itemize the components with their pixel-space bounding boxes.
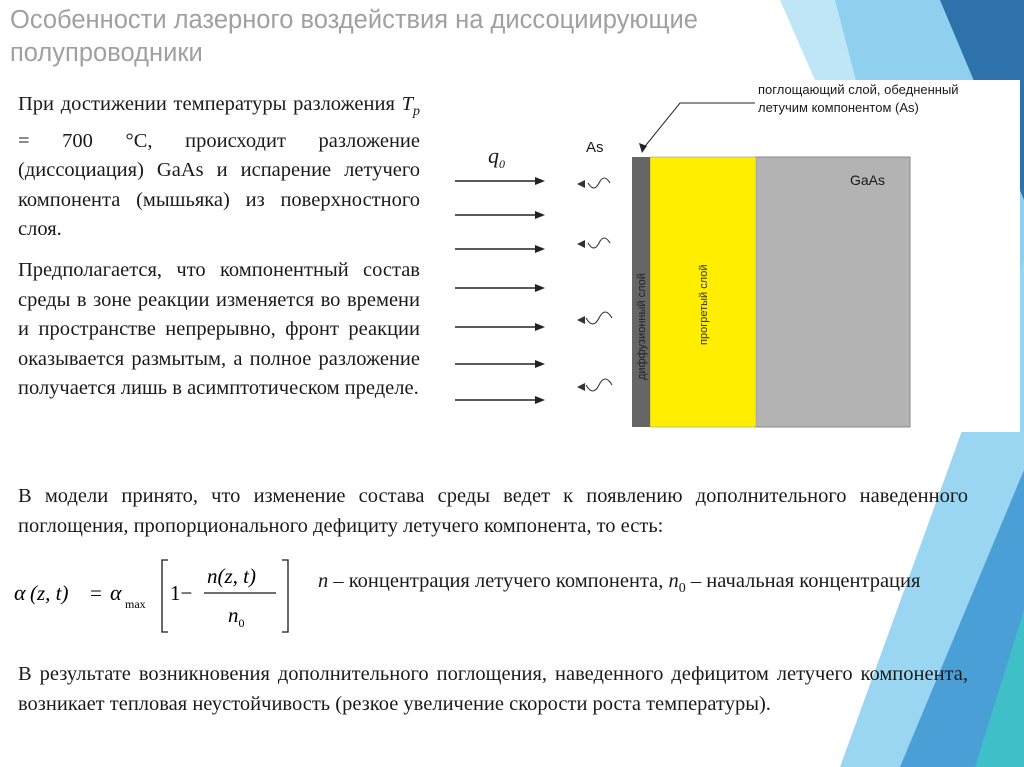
absorption-formula	[12, 550, 312, 640]
paragraph-model: В модели принято, что изменение состава среды ведет к появлению дополнительного наведенного поглощения, пропорционального дефициту летучего компонента, то есть:	[18, 485, 968, 537]
gaas-label: GaAs	[850, 172, 886, 188]
formula-note	[318, 567, 948, 603]
formula-args: (z, t)	[30, 581, 69, 605]
as-label: As	[586, 139, 604, 156]
p1-line1: При достижении температуры	[18, 93, 287, 115]
p1-line2-post: = 700 °С, происходит	[18, 129, 286, 152]
formula-equals: =	[90, 581, 102, 605]
formula-denominator: $n_0$	[228, 603, 245, 630]
note-n0-sub: 0	[678, 581, 686, 597]
paragraph-instability: В результате возникновения дополнительного поглощения, наведенного дефицитом летучего компонента, возникает тепловая неустойчивость (резкое увеличение скорости роста температуры).	[18, 663, 968, 715]
gaas-layer	[755, 157, 910, 427]
paragraph-decomposition	[18, 90, 420, 245]
note-n0-var: n	[668, 570, 679, 592]
formula-max-sub: max	[125, 597, 146, 611]
formula-left-bracket	[162, 560, 168, 632]
note-n-var: n	[318, 570, 329, 592]
formula-numerator: n(z, t)	[207, 564, 256, 588]
diffusion-layer-label: диффузионный слой	[636, 273, 648, 380]
note-text1: – концентрация летучего компонента,	[328, 570, 669, 592]
callout-line1: поглощающий слой, обедненный	[758, 82, 959, 97]
p1-line2-pre: разложения	[293, 93, 402, 115]
p1-rest: разложение (диссоциация) GaAs и испарение летучего компонента (мышьяка) из поверхностного слоя.	[18, 129, 420, 241]
temperature-var: T	[401, 93, 414, 115]
heated-layer-label: прогретый слой	[698, 264, 710, 345]
beam-label: $q_0$	[488, 143, 505, 171]
callout-line2: летучим компонентом (As)	[758, 100, 919, 115]
formula-right-bracket	[282, 560, 288, 632]
note-text2: – начальная концентрация	[685, 570, 921, 592]
paragraph-assumption: Предполагается, что компонентный состав среды в зоне реакции изменяется во времени и пространстве непрерывно, фронт реакции оказывается размытым, а полное разложение получается лишь в асимптотическом пределе.	[18, 259, 420, 399]
slide-title: Особенности лазерного воздействия на диссоциирующие полупроводники	[10, 6, 698, 67]
laser-gaas-diagram	[440, 80, 1020, 440]
formula-one-minus: 1−	[170, 581, 193, 605]
formula-alpha: α	[14, 580, 26, 605]
temperature-sub: p	[413, 104, 421, 120]
formula-alpha-max: α	[110, 580, 122, 605]
